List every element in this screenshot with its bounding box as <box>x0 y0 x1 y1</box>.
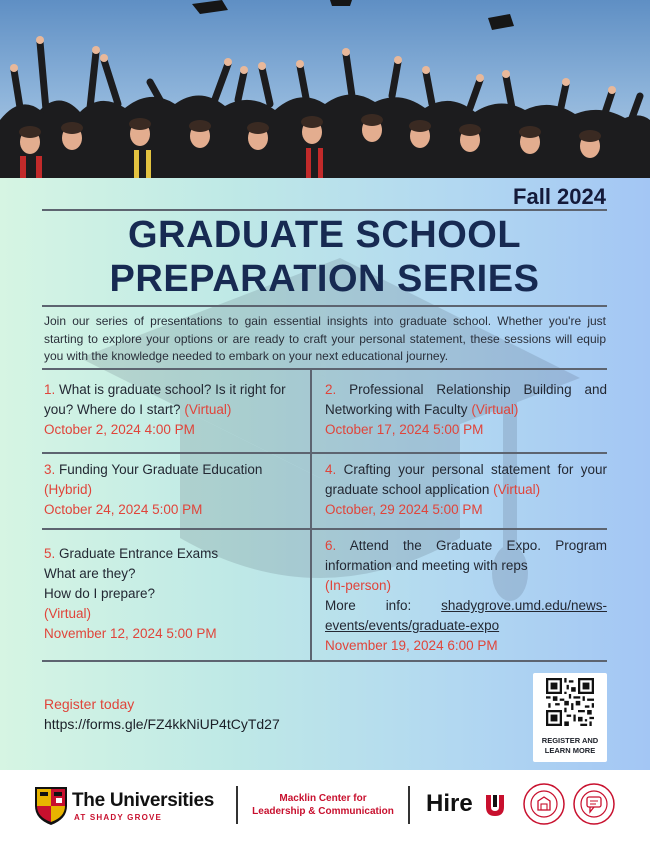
session-6 <box>325 536 607 656</box>
footer-divider <box>236 786 238 824</box>
session-mode: (Hybrid) <box>44 482 93 497</box>
sessions-grid <box>42 368 607 661</box>
session-date: November 12, 2024 5:00 PM <box>44 626 217 641</box>
session-2 <box>325 380 607 440</box>
intro-paragraph: Join our series of presentations to gain essential insights into graduate school. Whether you're just starting to explore your options or are ready to craft your personal statement, these sessions will equip you with the knowledge needed to embark on your next educational journey. <box>44 314 606 363</box>
graduate-expo-link[interactable]: shadygrove.umd.edu/news-events/events/graduate-expo <box>325 598 607 633</box>
session-number: 5. <box>44 546 56 561</box>
divider <box>42 452 607 454</box>
university-subtitle: AT SHADY GROVE <box>74 813 163 822</box>
session-mode: (In-person) <box>325 578 392 593</box>
session-1 <box>44 380 294 440</box>
footer-divider <box>408 786 410 824</box>
qr-code-card[interactable] <box>533 673 607 762</box>
session-number: 6. <box>325 538 337 553</box>
session-title: Attend the Graduate Expo. Program information and meeting with reps <box>325 538 607 573</box>
register-label: Register today <box>44 696 135 712</box>
session-date: October 17, 2024 5:00 PM <box>325 422 484 437</box>
session-title: Professional Relationship Building and Networking with Faculty <box>325 382 607 417</box>
register-block <box>44 694 280 734</box>
hero-graduation-photo <box>0 0 650 178</box>
more-info-label: More info: <box>325 598 412 613</box>
written-communication-seal-icon <box>573 783 615 825</box>
qr-caption-line1: REGISTER AND <box>541 736 599 745</box>
session-mode: (Virtual) <box>44 606 92 621</box>
session-3 <box>44 460 294 520</box>
umd-shield-icon <box>34 786 68 826</box>
session-title: What is graduate school? Is it right for you? Where do I start? <box>44 382 286 417</box>
session-mode: (Virtual) <box>493 482 541 497</box>
session-subline: How do I prepare? <box>44 586 156 601</box>
session-title: Crafting your personal statement for your graduate school application <box>325 462 607 497</box>
qr-caption <box>533 736 607 756</box>
macklin-line1: Macklin Center for <box>279 793 367 804</box>
session-5 <box>44 544 294 644</box>
page-title: GRADUATE SCHOOL <box>127 214 522 256</box>
qr-code-icon <box>546 678 594 726</box>
session-date: October 24, 2024 5:00 PM <box>44 502 203 517</box>
session-date: November 19, 2024 6:00 PM <box>325 638 498 653</box>
divider <box>42 528 607 530</box>
session-number: 4. <box>325 462 337 477</box>
qr-caption-line2: LEARN MORE <box>544 746 596 755</box>
macklin-line2: Leadership & Communication <box>252 806 394 817</box>
career-development-seal-icon <box>523 783 565 825</box>
session-4 <box>325 460 607 520</box>
session-date: October, 29 2024 5:00 PM <box>325 502 483 517</box>
page-title-line2: PREPARATION SERIES <box>109 258 540 300</box>
footer <box>0 770 650 841</box>
divider <box>42 660 607 662</box>
column-divider <box>310 368 312 661</box>
term-label: Fall 2024 <box>513 184 606 209</box>
main-panel <box>0 178 650 770</box>
session-number: 2. <box>325 382 337 397</box>
hire-logo-text: Hire <box>426 790 473 817</box>
divider <box>42 305 607 307</box>
university-name: The Universities <box>72 790 214 811</box>
session-mode: (Virtual) <box>184 402 232 417</box>
session-title: Funding Your Graduate Education <box>59 462 263 477</box>
session-subline: What are they? <box>44 566 136 581</box>
session-mode: (Virtual) <box>471 402 519 417</box>
divider <box>42 209 607 211</box>
macklin-center-logo <box>248 792 398 818</box>
session-date: October 2, 2024 4:00 PM <box>44 422 195 437</box>
session-number: 3. <box>44 462 56 477</box>
session-title: Graduate Entrance Exams <box>59 546 219 561</box>
register-link[interactable]: https://forms.gle/FZ4kkNiUP4tCyTd27 <box>44 716 280 732</box>
session-number: 1. <box>44 382 56 397</box>
hire-u-icon <box>482 792 508 818</box>
divider <box>42 368 607 370</box>
